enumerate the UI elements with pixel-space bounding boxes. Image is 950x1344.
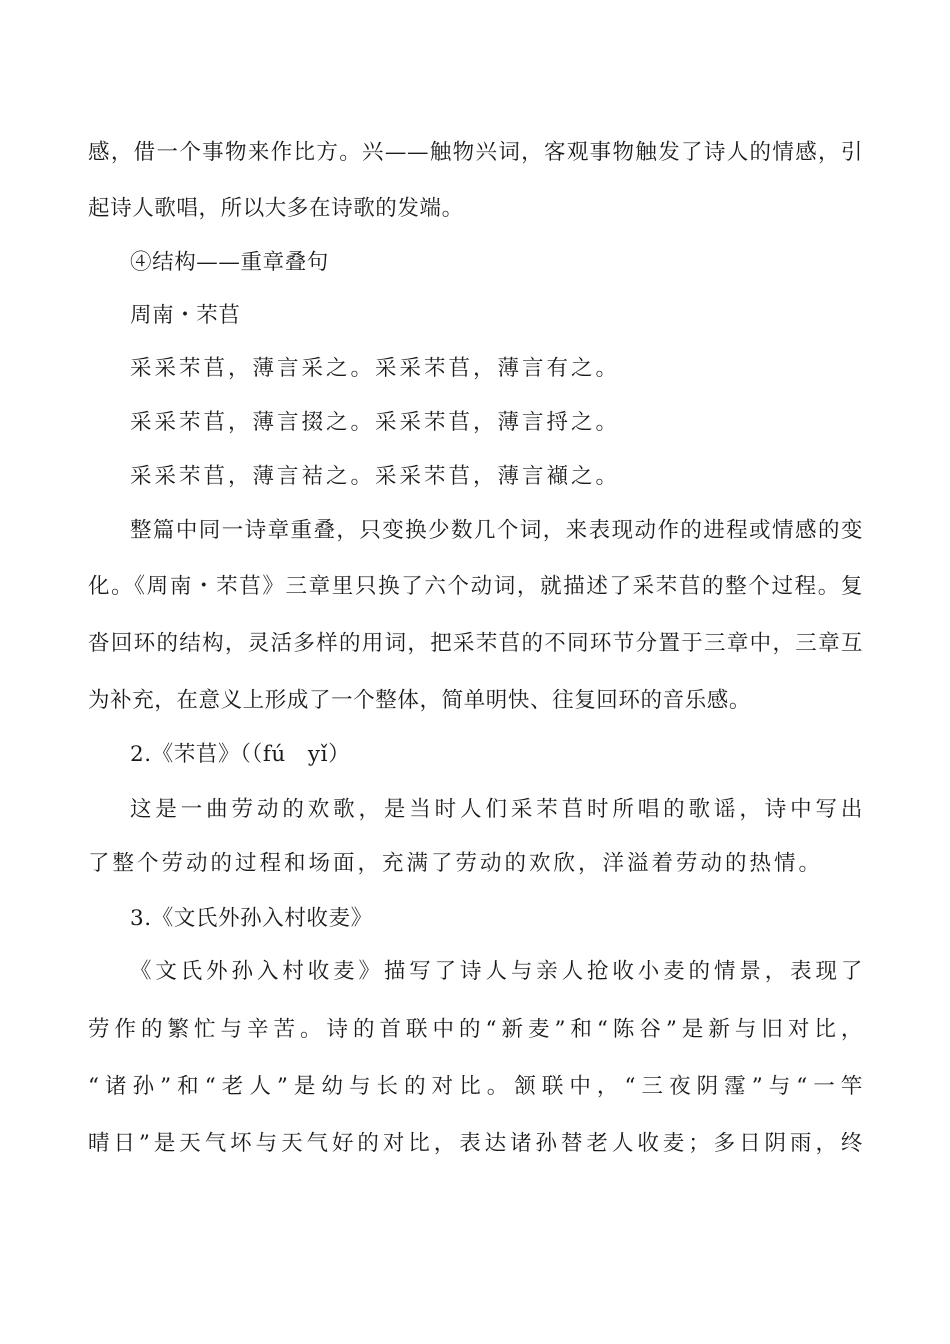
paragraph-line: “诸孙”和“老人”是幼与长的对比。颔联中，“三夜阴霪”与“一竿 <box>88 1074 863 1099</box>
section-heading: 2.《芣苢》（（fú yǐ） <box>130 742 351 767</box>
paragraph-line: 化。《周南・芣苢》三章里只换了六个动词，就描述了采芣苢的整个过程。复 <box>88 574 863 599</box>
paragraph-line: 晴日”是天气坏与天气好的对比，表达诸孙替老人收麦；多日阴雨，终 <box>88 1131 863 1156</box>
paragraph-line: 劳作的繁忙与辛苦。诗的首联中的“新麦”和“陈谷”是新与旧对比， <box>88 1017 863 1042</box>
poem-title: 周南・芣苢 <box>130 303 241 328</box>
section-heading: ④结构——重章叠句 <box>130 250 329 275</box>
section-heading: 3.《文氏外孙入村收麦》 <box>130 906 373 931</box>
paragraph-line: 为补充，在意义上形成了一个整体，简单明快、往复回环的音乐感。 <box>88 688 752 713</box>
paragraph-line: 了整个劳动的过程和场面，充满了劳动的欢欣，洋溢着劳动的热情。 <box>88 851 824 876</box>
paragraph-line: 《文氏外孙入村收麦》描写了诗人与亲人抢收小麦的情景，表现了 <box>130 959 863 984</box>
paragraph-line: 这是一曲劳动的欢歌，是当时人们采芣苢时所唱的歌谣，诗中写出 <box>130 797 863 822</box>
paragraph-line: 感，借一个事物来作比方。兴——触物兴词，客观事物触发了诗人的情感，引 <box>88 140 863 165</box>
paragraph-line: 沓回环的结构，灵活多样的用词，把采芣苢的不同环节分置于三章中，三章互 <box>88 631 863 656</box>
poem-line: 采采芣苢，薄言袺之。采采芣苢，薄言襭之。 <box>130 464 621 489</box>
poem-line: 采采芣苢，薄言采之。采采芣苢，薄言有之。 <box>130 356 621 381</box>
paragraph-line: 整篇中同一诗章重叠，只变换少数几个词，来表现动作的进程或情感的变 <box>130 518 863 543</box>
paragraph-line: 起诗人歌唱，所以大多在诗歌的发端。 <box>88 196 464 221</box>
poem-line: 采采芣苢，薄言掇之。采采芣苢，薄言捋之。 <box>130 410 621 435</box>
